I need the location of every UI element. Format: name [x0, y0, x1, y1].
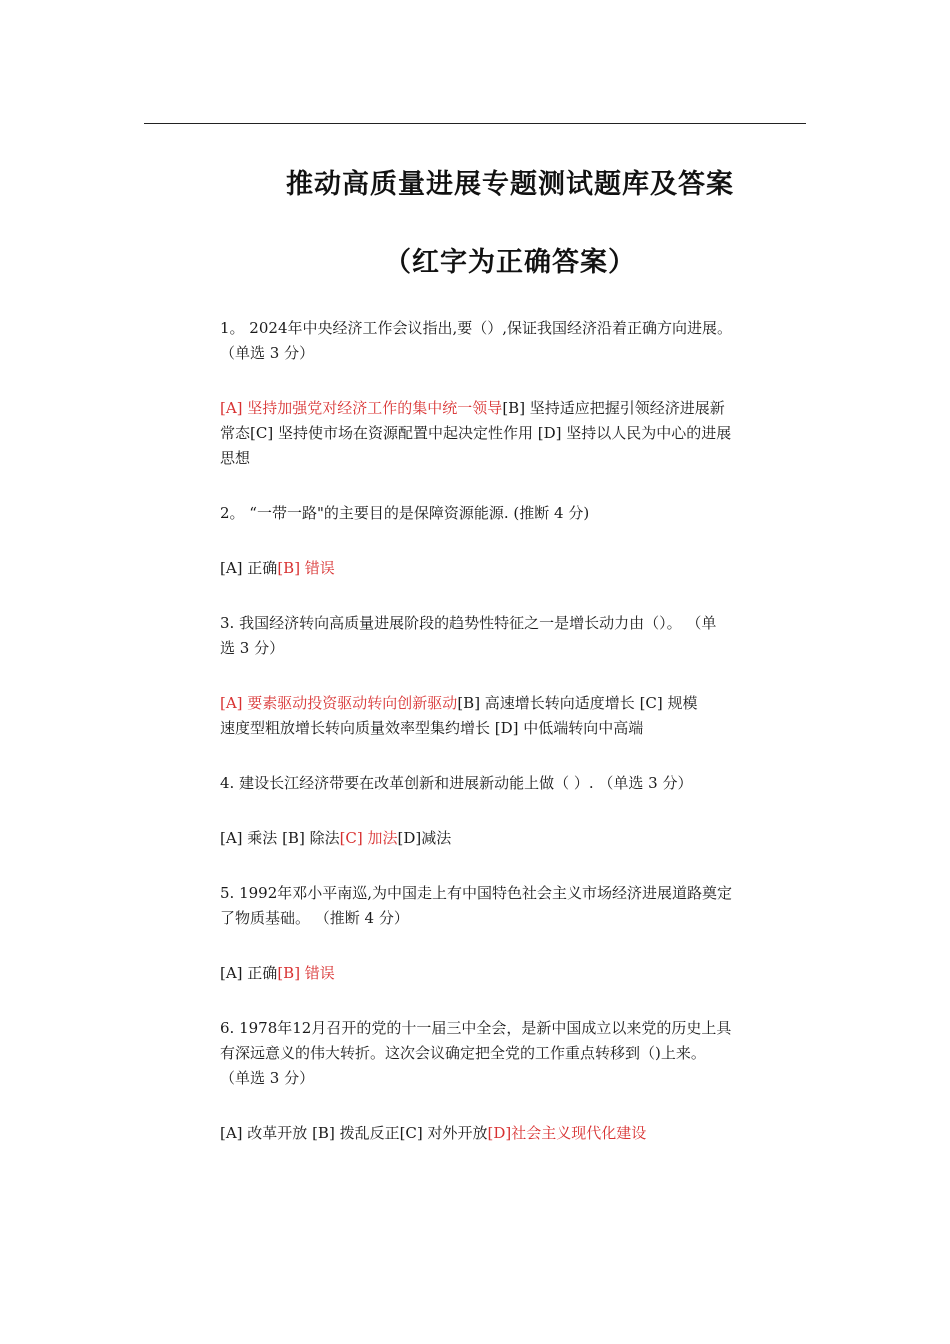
text-line — [220, 636, 810, 661]
correct-answer-text: [B] 错误 — [277, 964, 335, 982]
text-segment: 3. 我国经济转向高质量进展阶段的趋势性特征之一是增长动力由（）。 （单 — [220, 614, 717, 632]
correct-answer-text: [A] 要素驱动投资驱动转向创新驱动 — [220, 694, 458, 712]
correct-answer-text: [B] 错误 — [277, 559, 335, 577]
text-line — [220, 961, 810, 986]
text-segment: [D]减法 — [397, 829, 452, 847]
text-line — [220, 771, 810, 796]
text-line — [220, 881, 810, 906]
text-segment: [A] 正确 — [220, 559, 278, 577]
text-segment: 2。 “一带一路"的主要目的是保障资源能源. (推断 4 分) — [220, 504, 590, 522]
text-segment: 速度型粗放增长转向质量效率型集约增长 [D] 中低端转向中高端 — [220, 719, 644, 737]
correct-answer-text: [A] 坚持加强党对经济工作的集中统一领导 — [220, 399, 503, 417]
text-segment: 思想 — [220, 449, 251, 467]
text-segment: 有深远意义的伟大转折。这次会议确定把全党的工作重点转移到（)上来。 — [220, 1044, 706, 1062]
text-segment: 5. 1992年邓小平南巡,为中国走上有中国特色社会主义市场经济进展道路奠定 — [220, 884, 733, 902]
text-line — [220, 421, 810, 446]
top-rule — [144, 123, 806, 124]
text-segment: [A] 正确 — [220, 964, 278, 982]
text-line — [220, 316, 810, 341]
page-subtitle: （红字为正确答案） — [384, 247, 636, 278]
text-segment: 常态[C] 坚持使市场在资源配置中起决定性作用 [D] 坚持以人民为中心的进展 — [220, 424, 732, 442]
text-segment: [B] 坚持适应把握引领经济进展新 — [502, 399, 725, 417]
text-segment: 1。 2024年中央经济工作会议指出,要（）,保证我国经济沿着正确方向进展。 — [220, 319, 733, 337]
text-segment: [B] 高速增长转向适度增长 [C] 规模 — [457, 694, 698, 712]
correct-answer-text: [D]社会主义现代化建设 — [487, 1124, 647, 1142]
text-segment: 6. 1978年12月召开的党的十一届三中全会，是新中国成立以来党的历史上具 — [220, 1019, 732, 1037]
text-segment: （单选 3 分） — [220, 1069, 315, 1087]
text-segment: [A] 乘法 [B] 除法 — [220, 829, 340, 847]
text-line — [220, 611, 810, 636]
page-title: 推动高质量进展专题测试题库及答案 — [286, 169, 734, 200]
correct-answer-text: [C] 加法 — [339, 829, 398, 847]
text-segment: 选 3 分） — [220, 639, 285, 657]
text-segment: （单选 3 分） — [220, 344, 315, 362]
text-line — [220, 1016, 810, 1041]
text-line — [220, 716, 810, 741]
text-segment: 4. 建设长江经济带要在改革创新和进展新动能上做（ ）. （单选 3 分） — [220, 774, 693, 792]
text-line — [220, 446, 810, 471]
text-line — [220, 341, 810, 366]
text-line — [220, 1066, 810, 1091]
text-line — [220, 691, 810, 716]
text-segment: 了物质基础。 （推断 4 分） — [220, 909, 409, 927]
text-line — [220, 1121, 810, 1146]
text-line — [220, 906, 810, 931]
text-line — [220, 826, 810, 851]
text-line — [220, 1041, 810, 1066]
text-line — [220, 396, 810, 421]
text-line — [220, 501, 810, 526]
text-line — [220, 556, 810, 581]
text-segment: [A] 改革开放 [B] 拨乱反正[C] 对外开放 — [220, 1124, 488, 1142]
